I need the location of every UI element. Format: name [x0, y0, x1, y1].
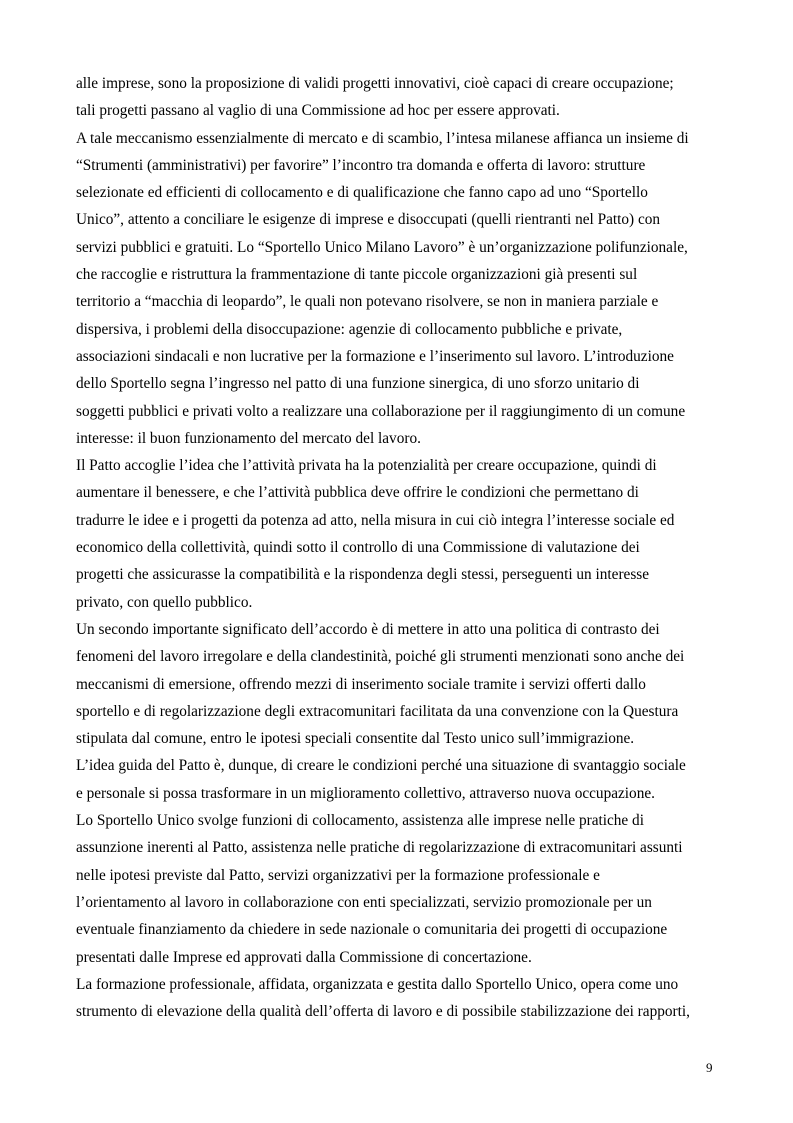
- text-line: dello Sportello segna l’ingresso nel patto di una funzione sinergica, di uno sforzo unitario di: [76, 375, 640, 393]
- text-line: associazioni sindacali e non lucrative per la formazione e l’inserimento sul lavoro. L’introduzione: [76, 347, 674, 365]
- text-line: tali progetti passano al vaglio di una Commissione ad hoc per essere approvati.: [76, 102, 560, 120]
- text-line: soggetti pubblici e privati volto a realizzare una collaborazione per il raggiungimento di un comune: [76, 402, 686, 420]
- text-line: servizi pubblici e gratuiti. Lo “Sportello Unico Milano Lavoro” è un’organizzazione polifunzionale,: [76, 238, 688, 256]
- text-line: Un secondo importante significato dell’accordo è di mettere in atto una politica di contrasto dei: [76, 620, 660, 638]
- text-line: e personale si possa trasformare in un miglioramento collettivo, attraverso nuova occupazione.: [76, 784, 655, 802]
- text-line: assunzione inerenti al Patto, assistenza nelle pratiche di regolarizzazione di extracomunitari assunti: [76, 839, 683, 857]
- text-line: l’orientamento al lavoro in collaborazione con enti specializzati, servizio promozionale per un: [76, 893, 652, 911]
- text-line: privato, con quello pubblico.: [76, 593, 253, 611]
- text-line: progetti che assicurasse la compatibilità e la rispondenza degli stessi, perseguenti un interesse: [76, 566, 650, 584]
- text-line: fenomeni del lavoro irregolare e della clandestinità, poiché gli strumenti menzionati sono anche dei: [76, 648, 685, 666]
- text-line: meccanismi di emersione, offrendo mezzi di inserimento sociale tramite i servizi offerti dallo: [76, 675, 646, 693]
- text-line: A tale meccanismo essenzialmente di mercato e di scambio, l’intesa milanese affianca un insieme di: [76, 129, 689, 147]
- text-line: Il Patto accoglie l’idea che l’attività privata ha la potenzialità per creare occupazione, quindi di: [76, 457, 657, 475]
- text-line: eventuale finanziamento da chiedere in sede nazionale o comunitaria dei progetti di occupazione: [76, 921, 668, 939]
- text-line: sportello e di regolarizzazione degli extracomunitari facilitata da una convenzione con la Questura: [76, 702, 679, 720]
- text-line: strumento di elevazione della qualità dell’offerta di lavoro e di possibile stabilizzazione dei rapporti,: [76, 1003, 690, 1021]
- text-line: interesse: il buon funzionamento del mercato del lavoro.: [76, 429, 421, 447]
- text-line: economico della collettività, quindi sotto il controllo di una Commissione di valutazione dei: [76, 539, 640, 557]
- text-line: Lo Sportello Unico svolge funzioni di collocamento, assistenza alle imprese nelle pratiche di: [76, 812, 644, 830]
- text-line: aumentare il benessere, e che l’attività pubblica deve offrire le condizioni che permettano di: [76, 484, 639, 502]
- text-line: Unico”, attento a conciliare le esigenze di imprese e disoccupati (quelli rientranti nel Patto) con: [76, 211, 661, 229]
- text-line: “Strumenti (amministrativi) per favorire” l’incontro tra domanda e offerta di lavoro: strutture: [76, 156, 646, 174]
- text-line: La formazione professionale, affidata, organizzata e gestita dallo Sportello Unico, opera come uno: [76, 975, 679, 993]
- text-line: territorio a “macchia di leopardo”, le quali non potevano risolvere, se non in maniera parziale e: [76, 293, 659, 311]
- text-line: selezionate ed efficienti di collocamento e di qualificazione che fanno capo ad uno “Sportello: [76, 184, 648, 202]
- text-line: L’idea guida del Patto è, dunque, di creare le condizioni perché una situazione di svantaggio sociale: [76, 757, 686, 775]
- body-text: [76, 70, 722, 1025]
- text-line: stipulata dal comune, entro le ipotesi speciali consentite dal Testo unico sull’immigrazione.: [76, 730, 635, 748]
- text-line: nelle ipotesi previste dal Patto, servizi organizzativi per la formazione professionale e: [76, 866, 600, 884]
- text-line: tradurre le idee e i progetti da potenza ad atto, nella misura in cui ciò integra l’interesse sociale ed: [76, 511, 675, 529]
- text-line: presentati dalle Imprese ed approvati dalla Commissione di concertazione.: [76, 948, 532, 966]
- text-line: dispersiva, i problemi della disoccupazione: agenzie di collocamento pubbliche e private,: [76, 320, 623, 338]
- text-line: che raccoglie e ristruttura la frammentazione di tante piccole organizzazioni già presenti sul: [76, 266, 638, 284]
- page-number: 9: [706, 1060, 713, 1075]
- text-line: alle imprese, sono la proposizione di validi progetti innovativi, cioè capaci di creare occupazione;: [76, 75, 674, 92]
